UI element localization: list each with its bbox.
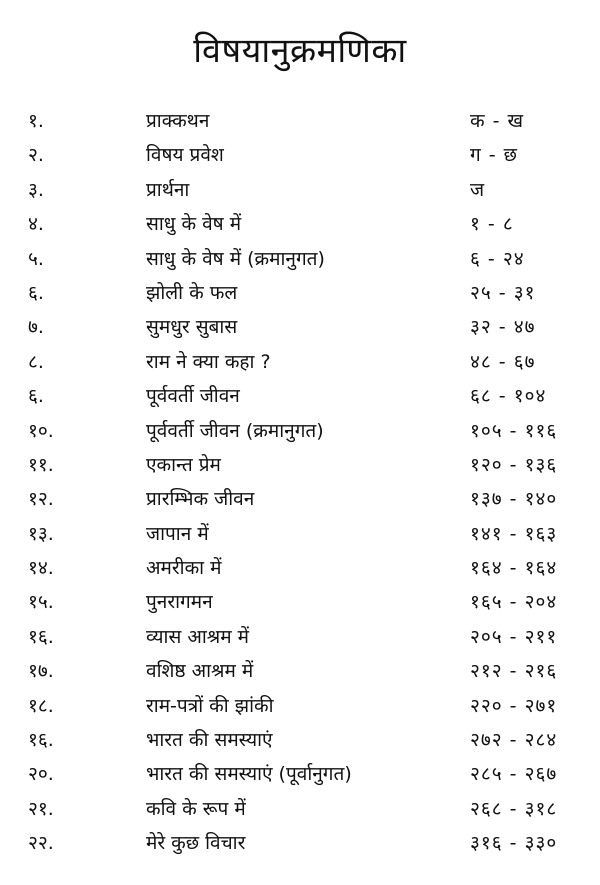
- entry-number: २२.: [28, 832, 54, 855]
- entry-pages: क - ख: [470, 110, 525, 132]
- toc-row: [0, 723, 600, 757]
- entry-number: १४.: [28, 557, 54, 580]
- entry-pages: ३१६ - ३३०: [470, 832, 558, 855]
- toc-row: [0, 482, 600, 516]
- toc-row: [0, 138, 600, 172]
- entry-topic: एकान्त प्रेम: [146, 453, 221, 476]
- entry-number: ७.: [28, 316, 44, 339]
- entry-number: २१.: [28, 797, 54, 820]
- entry-topic: वशिष्ठ आश्रम में: [146, 660, 254, 683]
- entry-number: ६.: [28, 281, 44, 304]
- entry-topic: सुमधुर सुबास: [146, 316, 238, 339]
- toc-row: [0, 585, 600, 619]
- entry-topic: राम-पत्रों की झांकी: [146, 694, 274, 717]
- entry-topic: भारत की समस्याएं (पूर्वानुगत): [146, 763, 352, 786]
- entry-pages: २७२ - २८४: [470, 729, 558, 752]
- entry-pages: २५ - ३१: [470, 281, 536, 304]
- entry-topic: मेरे कुछ विचार: [146, 832, 246, 855]
- toc-row: [0, 551, 600, 585]
- entry-topic: कवि के रूप में: [146, 797, 246, 820]
- entry-pages: ३२ - ४७: [470, 316, 536, 339]
- entry-pages: १६५ - २०४: [470, 591, 558, 614]
- entry-topic: पुनरागमन: [146, 591, 213, 614]
- toc-row: [0, 379, 600, 413]
- entry-pages: ग - छ: [470, 144, 518, 167]
- entry-topic: पूर्ववर्ती जीवन (क्रमानुगत): [146, 419, 324, 442]
- entry-pages: १६४ - १६४: [470, 557, 558, 580]
- entry-number: ५.: [28, 247, 44, 270]
- entry-pages: १०५ - ११६: [470, 419, 558, 442]
- entry-topic: प्रार्थना: [146, 178, 190, 201]
- toc-row: [0, 448, 600, 482]
- entry-pages: २८५ - २६७: [470, 763, 558, 786]
- entry-number: २.: [28, 144, 44, 167]
- toc-row: [0, 689, 600, 723]
- toc-row: [0, 173, 600, 207]
- toc-row: [0, 792, 600, 826]
- entry-pages: ४८ - ६७: [470, 350, 536, 373]
- toc-row: [0, 276, 600, 310]
- entry-topic: साधु के वेष में: [146, 213, 242, 236]
- entry-topic: जापान में: [146, 522, 209, 545]
- entry-pages: २६८ - ३१८: [470, 797, 558, 820]
- entry-topic: झोली के फल: [146, 281, 238, 304]
- entry-pages: २२० - २७१: [470, 694, 558, 717]
- toc-row: [0, 345, 600, 379]
- entry-pages: २०५ - २११: [470, 625, 558, 648]
- entry-pages: १ - ८: [470, 213, 514, 236]
- entry-number: १.: [28, 110, 44, 132]
- entry-number: १५.: [28, 591, 54, 614]
- entry-topic: भारत की समस्याएं: [146, 729, 273, 752]
- toc-row: [0, 207, 600, 241]
- entry-topic: साधु के वेष में (क्रमानुगत): [146, 247, 325, 270]
- toc-row: [0, 242, 600, 276]
- entry-pages: १४१ - १६३: [470, 522, 558, 545]
- entry-topic: प्राक्कथन: [146, 110, 210, 132]
- entry-pages: ६ - २४: [470, 247, 525, 270]
- toc-row: [0, 654, 600, 688]
- toc-row: [0, 414, 600, 448]
- entry-pages: २१२ - २१६: [470, 660, 558, 683]
- toc-row: [0, 104, 600, 138]
- toc-row: [0, 310, 600, 344]
- entry-number: १२.: [28, 488, 54, 511]
- toc-list: [0, 104, 600, 861]
- entry-topic: राम ने क्या कहा ?: [146, 350, 271, 373]
- entry-number: ८.: [28, 350, 44, 373]
- entry-number: ६.: [28, 385, 44, 408]
- page-title: विषयानुक्रमणिका: [193, 31, 407, 71]
- entry-number: १७.: [28, 660, 54, 683]
- entry-topic: व्यास आश्रम में: [146, 625, 249, 648]
- entry-topic: विषय प्रवेश: [146, 144, 224, 167]
- entry-number: १६.: [28, 625, 54, 648]
- toc-row: [0, 620, 600, 654]
- entry-number: ११.: [28, 453, 54, 476]
- entry-topic: प्रारम्भिक जीवन: [146, 488, 255, 511]
- entry-number: १८.: [28, 694, 54, 717]
- toc-row: [0, 826, 600, 860]
- entry-number: १३.: [28, 522, 54, 545]
- entry-number: २०.: [28, 763, 54, 786]
- entry-pages: ६८ - १०४: [470, 385, 547, 408]
- toc-row: [0, 517, 600, 551]
- toc-row: [0, 757, 600, 791]
- entry-topic: पूर्ववर्ती जीवन: [146, 385, 240, 408]
- entry-number: १०.: [28, 419, 54, 442]
- entry-pages: ज: [470, 178, 486, 201]
- entry-pages: १२० - १३६: [470, 453, 558, 476]
- entry-number: ४.: [28, 213, 44, 236]
- entry-number: ३.: [28, 178, 44, 201]
- entry-number: १६.: [28, 729, 54, 752]
- entry-topic: अमरीका में: [146, 557, 222, 580]
- entry-pages: १३७ - १४०: [470, 488, 558, 511]
